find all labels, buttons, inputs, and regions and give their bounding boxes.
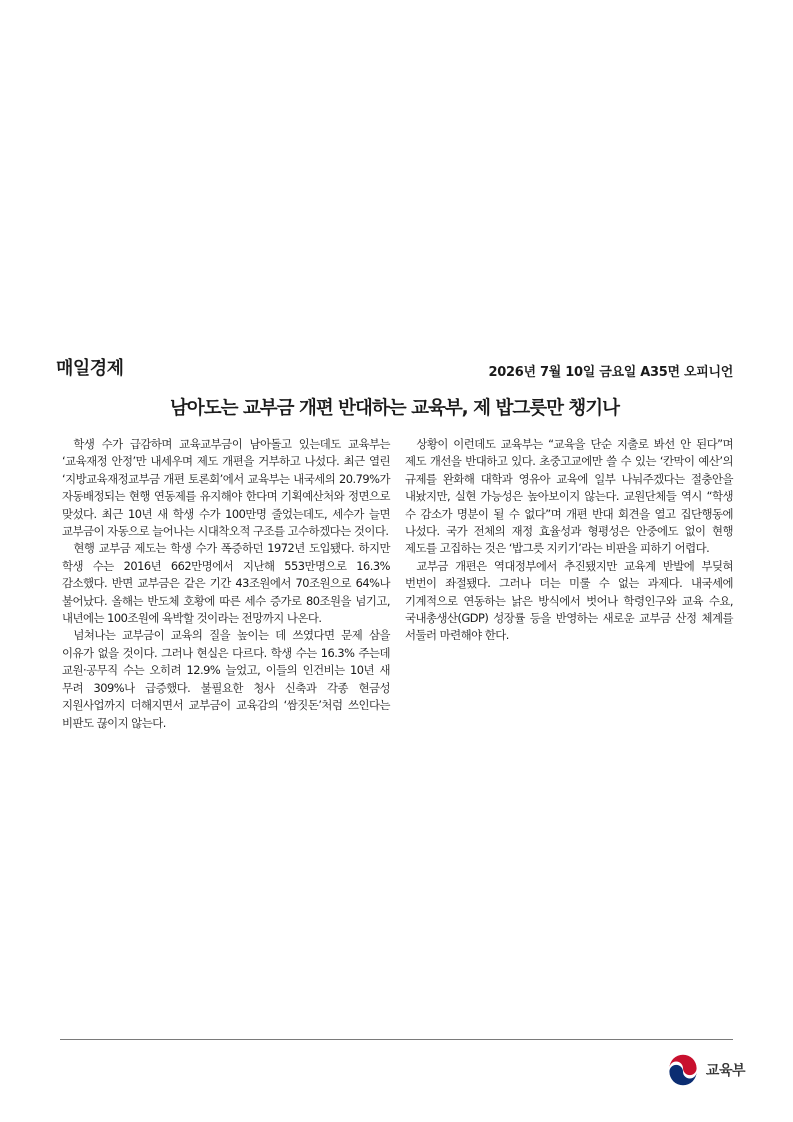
article-paragraph: 넘쳐나는 교부금이 교육의 질을 높이는 데 쓰였다면 문제 삼을 이유가 없을 것이다. 그러나 현실은 다르다. 학생 수는 16.3% 주는데 교원·공무직 수는 오히려 12.9% 늘었고, 이들의 인건비는 10년 새 무려 309%나 급증했다. 불필요한 청사 신축과 각종 현금성 지원사업까지 더해지면서 교부금이 교육감의 ‘쌈짓돈’처럼 쓰인다는 비판도 끊이지 않는다. — [62, 628, 390, 730]
ministry-name: 교육부 — [705, 1063, 745, 1079]
masthead — [56, 352, 733, 380]
publication-dateline: 2026년 7월 10일 금요일 A35면 오피니언 — [488, 365, 733, 380]
taegeuk-icon — [666, 1053, 700, 1087]
article-paragraph: 학생 수가 급감하며 교육교부금이 남아돌고 있는데도 교육부는 ‘교육재정 안정’만 내세우며 제도 개편을 거부하고 나섰다. 최근 열린 ‘지방교육재정교부금 개편 토론회’에서 교육부는 내국세의 20.79%가 자동배정되는 현행 연동제를 유지해야 한다며 기획예산처와 정면으로 맞섰다. 최근 10년 새 학생 수가 100만명 줄었는데도, 세수가 늘면 교부금이 자동으로 늘어나는 시대착오적 구조를 고수하겠다는 것이다. — [62, 437, 390, 539]
footer-divider — [60, 1039, 733, 1040]
article-paragraph: 교부금 개편은 역대정부에서 추진됐지만 교육계 반발에 부딪혀 번번이 좌절됐다. 그러나 더는 미룰 수 없는 과제다. 내국세에 기계적으로 연동하는 낡은 방식에서 벗어나 학령인구와 교육 수요, 국내총생산(GDP) 성장률 등을 반영하는 새로운 교부금 산정 체계를 서둘러 마련해야 한다. — [405, 558, 733, 643]
article-column-left — [62, 436, 390, 732]
article-headline: 남아도는 교부금 개편 반대하는 교육부, 제 밥그릇만 챙기나 — [169, 398, 620, 419]
article-paragraph: 상황이 이런데도 교육부는 “교육을 단순 지출로 봐선 안 된다”며 제도 개선을 반대하고 있다. 초중고교에만 쓸 수 있는 ‘칸막이 예산’의 규제를 완화해 대학과 영유아 교육에 일부 나눠주겠다는 절충안을 내놨지만, 실현 가능성은 높아보이지 않는다. 교원단체들 역시 “학생 수 감소가 명분이 될 수 없다”며 개편 반대 회견을 열고 집단행동에 나섰다. 국가 전체의 재정 효율성과 형평성은 안중에도 없이 현행 제도를 고집하는 것은 ‘밥그릇 지키기’라는 비판을 피하기 어렵다. — [405, 437, 733, 556]
article-column-right — [405, 436, 733, 645]
article-paragraph: 현행 교부금 제도는 학생 수가 폭증하던 1972년 도입됐다. 하지만 학생 수는 2016년 662만명에서 지난해 553만명으로 16.3% 감소했다. 반면 교부금은 같은 기간 43조원에서 70조원으로 64%나 불어났다. 올해는 반도체 호황에 따른 세수 증가로 80조원을 넘기고, 내년에는 100조원에 육박할 것이라는 전망까지 나온다. — [62, 541, 390, 626]
ministry-logo — [666, 1052, 745, 1088]
newspaper-name: 매일경제 — [56, 358, 124, 379]
